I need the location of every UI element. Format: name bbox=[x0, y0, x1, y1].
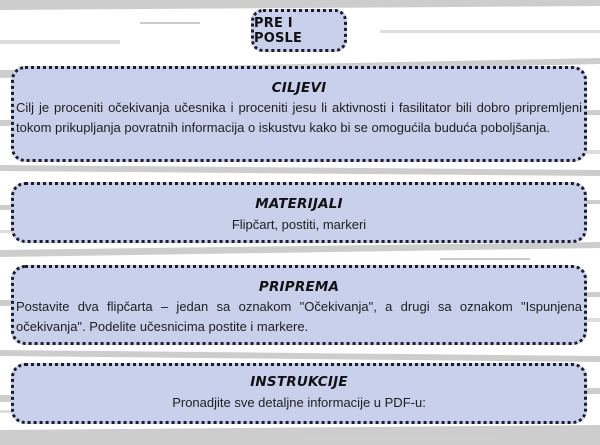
page-title-text: PRE I POSLE bbox=[254, 15, 303, 46]
page-title bbox=[251, 9, 347, 52]
section-priprema bbox=[11, 265, 587, 345]
section-priprema-heading: PRIPREMA bbox=[258, 279, 340, 295]
section-ciljevi-body: Cilj je proceniti očekivanja učesnika i proceniti jesu li aktivnosti i fasilitator bili dobro pripremljeni tokom prikupljanja povratnih informacija o iskustvu kako bi se omogućila buduća poboljšanja. bbox=[16, 100, 582, 135]
section-materijali-body: Flipčart, postiti, markeri bbox=[231, 217, 367, 232]
section-instrukcije bbox=[11, 363, 587, 424]
section-ciljevi-heading: CILJEVI bbox=[271, 80, 327, 96]
section-materijali-heading: MATERIJALI bbox=[255, 196, 343, 212]
section-instrukcije-heading: INSTRUKCIJE bbox=[250, 374, 348, 390]
section-ciljevi bbox=[11, 66, 587, 162]
section-instrukcije-body: Pronadjite sve detaljne informacije u PDF-u: bbox=[172, 395, 426, 410]
section-materijali bbox=[11, 182, 587, 243]
section-priprema-body: Postavite dva flipčarta – jedan sa oznakom "Očekivanja", a drugi sa oznakom "Ispunjena očekivanja". Podelite učesnicima postite i markere. bbox=[16, 299, 582, 334]
